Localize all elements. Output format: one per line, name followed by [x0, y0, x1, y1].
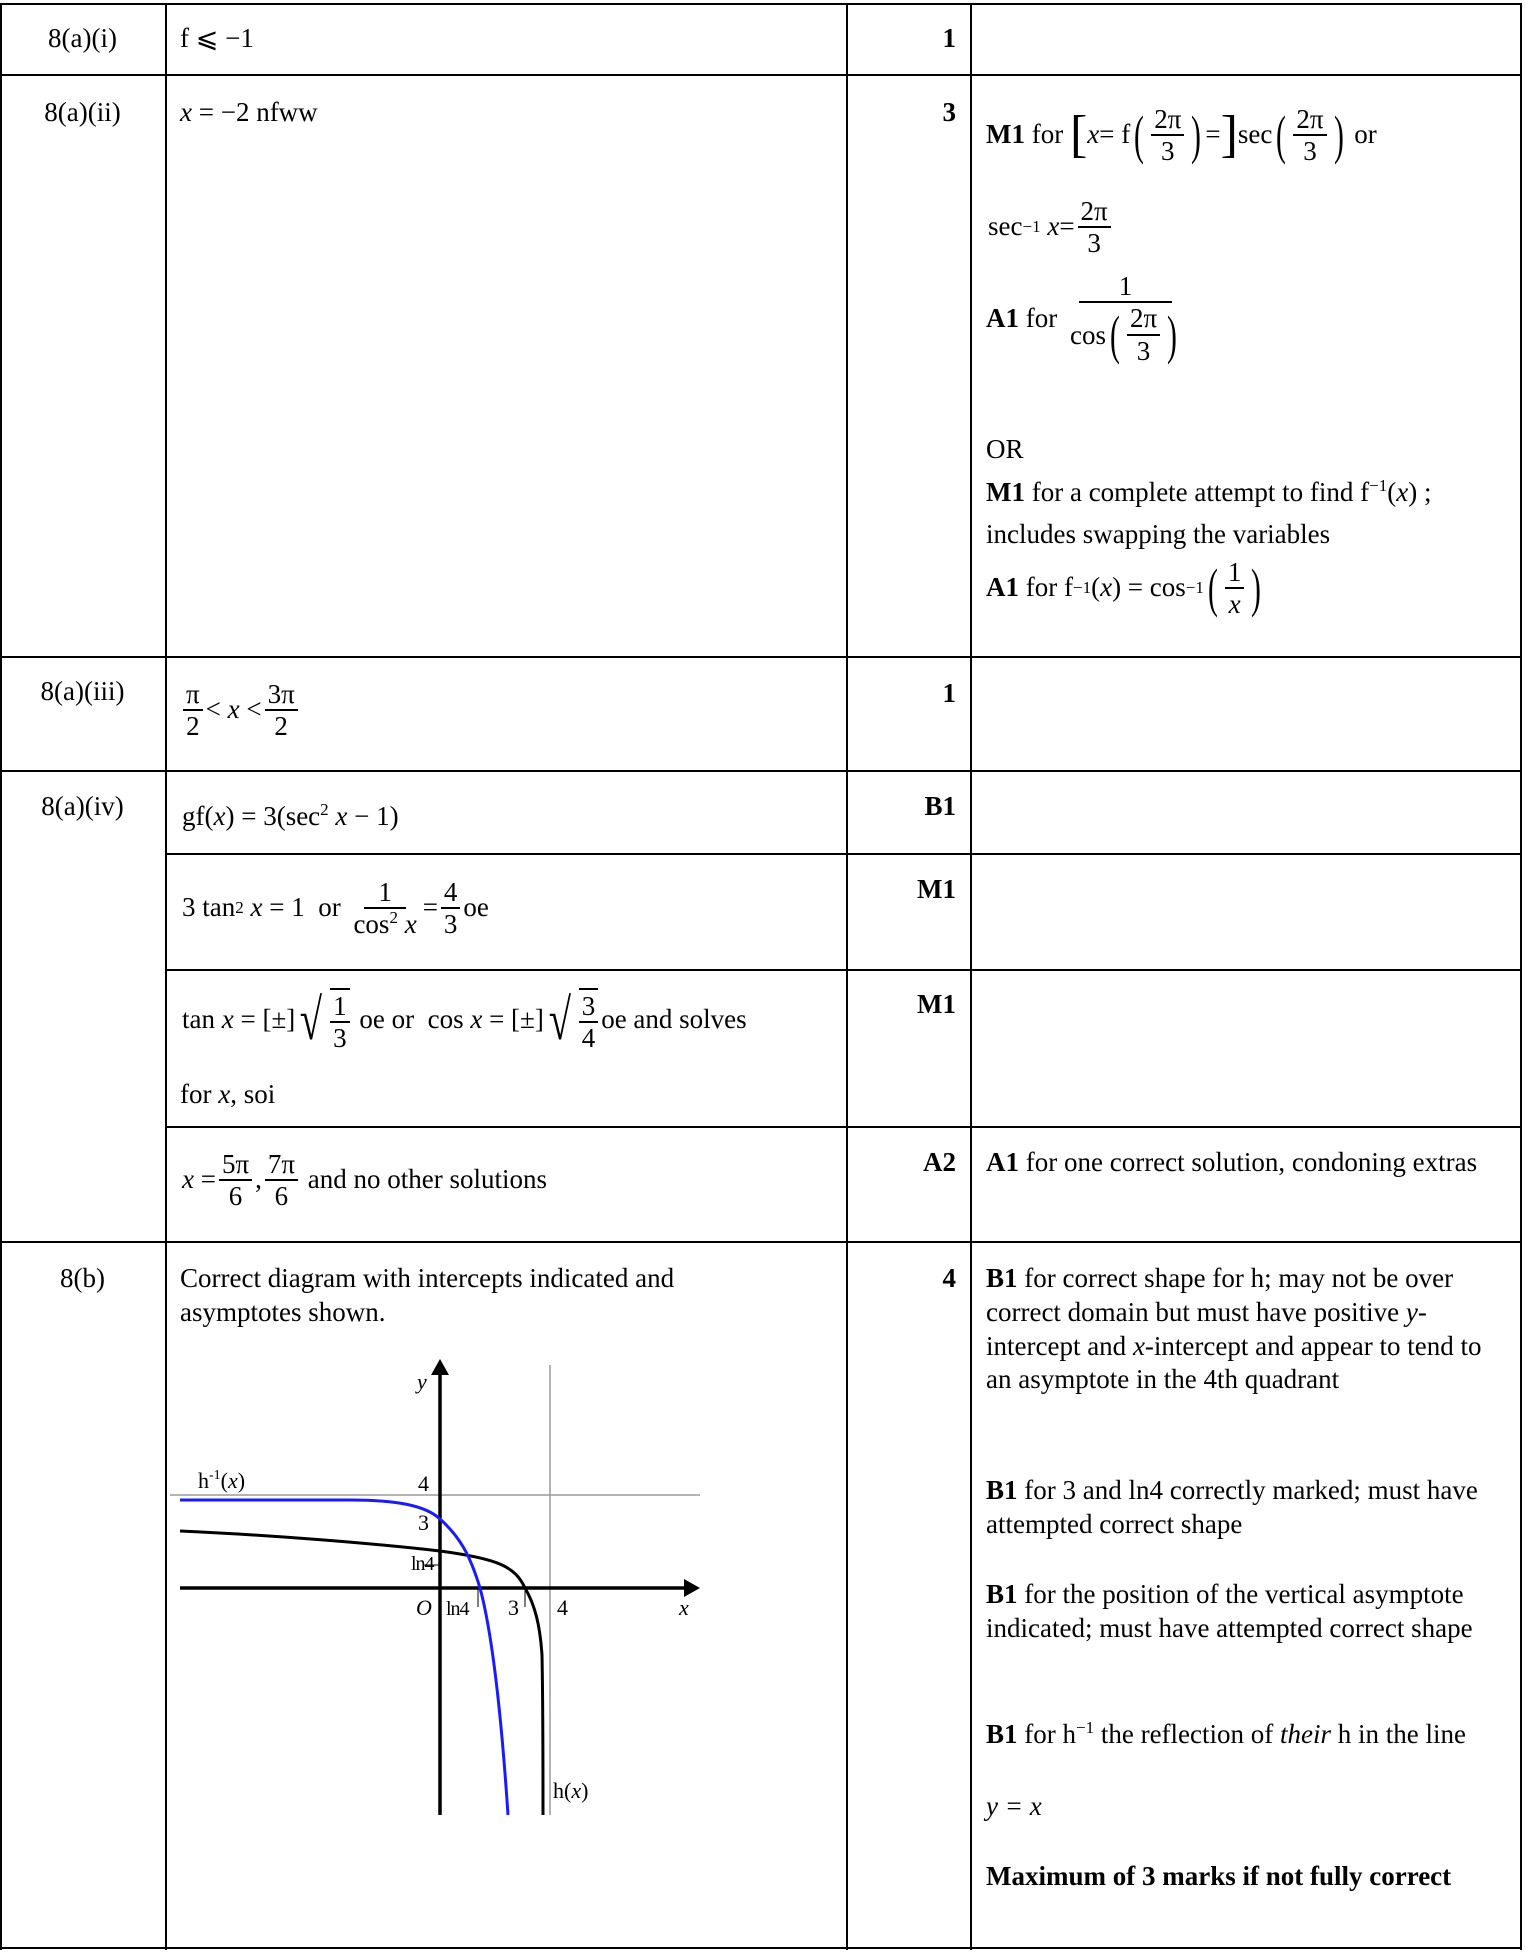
s4-n2: 7π: [265, 1150, 298, 1181]
s4-d2: 6: [274, 1181, 289, 1212]
graph-diagram: [170, 1355, 710, 1835]
col-divider-1: [165, 3, 167, 1950]
s1-x: x: [213, 801, 226, 831]
guidance-8b-4-line: y = x: [986, 1791, 1042, 1821]
s3-line2-for: for: [180, 1079, 219, 1109]
g1-y: y: [1405, 1296, 1418, 1327]
s1-rest: ) = 3(sec: [225, 801, 321, 831]
frac-den-3-b: 3: [1303, 136, 1317, 167]
guidance-m1-alt-text: for a complete attempt to find f: [1024, 477, 1370, 507]
label-x-4: 4: [557, 1595, 568, 1620]
guidance-or-alt: OR: [986, 434, 1024, 464]
g1-text-2: -intercept and: [986, 1296, 1427, 1361]
mark-8aiv-s4: A2: [923, 1147, 956, 1177]
a1-cos: cos: [1069, 319, 1106, 350]
guidance-a1-alt: A1 for f −1 ( x ) = cos −1 ( $\frac{1}{x}$ ): [986, 557, 1262, 620]
label-y-4: 4: [418, 1471, 429, 1496]
guidance-a1-alt-for: for: [1025, 572, 1058, 603]
subrow-divider-1: [165, 853, 1522, 855]
s2-cos-x: x: [404, 909, 417, 940]
s3-eq2: = [±]: [482, 1004, 544, 1035]
s2-three: 3: [443, 909, 458, 940]
s3-line2-x: x: [218, 1079, 231, 1109]
a1-inner-den: 3: [1136, 335, 1151, 366]
mark-8ai: 1: [942, 23, 956, 53]
s1-sq: 2: [320, 800, 329, 819]
iii-x: x: [227, 694, 240, 725]
paren-group-2: ( $\frac{2\pi}{3}$ ): [1276, 104, 1344, 167]
s4-end: and no other solutions: [301, 1164, 547, 1195]
s2-eq: =: [422, 892, 438, 923]
answer-f: f: [180, 23, 189, 53]
row-divider-4: [0, 1241, 1522, 1243]
g4-text-3: h in the line: [1331, 1719, 1466, 1749]
label-h-inverse-x: x: [228, 1468, 238, 1493]
guidance-sec: sec: [1237, 119, 1273, 150]
frac-num-2pi: 2π: [1151, 105, 1184, 136]
s4-n1: 5π: [219, 1150, 252, 1181]
mark-8b: 4: [942, 1263, 956, 1293]
guidance-eq-f: = f: [1099, 119, 1131, 150]
guidance-m1-line: [986, 105, 1377, 166]
g1-b: B1: [986, 1263, 1018, 1293]
g1-text-3: -intercept and appear to tend to an asymptote in the 4th quadrant: [986, 1330, 1482, 1395]
label-x-3: 3: [508, 1595, 519, 1620]
s2-cos: cos: [353, 909, 390, 940]
question-8aii: 8(a)(ii): [44, 97, 121, 127]
guidance-a1-alt-paren: (: [1091, 572, 1101, 603]
g2-text: for 3 and ln4 correctly marked; must have attempted correct shape: [986, 1475, 1478, 1539]
a1-frac-num: 1: [1079, 272, 1173, 303]
s3-x2: x: [470, 1004, 483, 1035]
question-8ai: 8(a)(i): [48, 23, 117, 53]
g4-sup: −1: [1076, 1718, 1095, 1737]
guidance-eq: =: [1205, 119, 1221, 150]
curve-h: [180, 1531, 543, 1815]
label-h-h: h(: [553, 1778, 572, 1803]
g3-text: for the position of the vertical asymptote indicated; must have attempted correct shape: [986, 1579, 1473, 1643]
answer-8aiv-s2: 3 tan 2 x = 1 or $\frac{1}{\cos^2 x}$ = $\frac{4}{3}$ oe: [182, 877, 489, 940]
table-border-top: [0, 3, 1522, 5]
g1-text-1: for correct shape for h; may not be over correct domain but must have positive: [986, 1263, 1454, 1327]
iii-lt2: <: [246, 694, 262, 725]
label-y-3: 3: [418, 1510, 429, 1535]
guidance-8b-4: [986, 1718, 1511, 1752]
a1-inner-num: 2π: [1127, 304, 1160, 335]
mark-8aiv-s2: M1: [917, 874, 956, 904]
s2-one: 1: [364, 878, 406, 909]
y-axis-arrow: [431, 1359, 449, 1375]
g2-b: B1: [986, 1475, 1018, 1505]
mark-8aiv-s3: M1: [917, 989, 956, 1019]
answer-relation: ⩽ −1: [195, 23, 254, 53]
s2-a: 3 tan: [182, 892, 236, 923]
s4-eq: =: [193, 1164, 216, 1195]
bracket-close: ]: [1220, 106, 1238, 164]
g4-their: their: [1280, 1719, 1332, 1749]
guidance-a1-alt-mid: ) = cos: [1112, 572, 1186, 603]
guidance-8aiv-s4: [986, 1146, 1506, 1180]
answer-8aii: [180, 96, 318, 130]
sec-inv-den: 3: [1087, 228, 1101, 259]
guidance-m1-alt-x: x: [1396, 477, 1409, 507]
s1-x2: x: [335, 801, 348, 831]
question-8aiv: 8(a)(iv): [41, 791, 124, 821]
label-h-close: ): [581, 1778, 589, 1803]
frac-num-2pi-b: 2π: [1293, 105, 1326, 136]
s4-comma: ,: [255, 1164, 262, 1195]
guidance-a1-alt-x: x: [1100, 572, 1113, 603]
s4-x: x: [182, 1164, 194, 1195]
label-h-x: x: [571, 1778, 582, 1803]
sec-inv-x: x: [1047, 211, 1060, 242]
answer-value: = −2 nfww: [191, 97, 318, 127]
label-h: [553, 1778, 588, 1803]
guidance-a1-label: A1: [986, 302, 1019, 333]
iii-pi: π: [183, 680, 203, 711]
row-divider-1: [0, 74, 1522, 76]
label-y: y: [417, 1369, 427, 1394]
s4-g-a1: A1: [986, 1147, 1019, 1177]
answer-8aiv-s3-line2: [180, 1078, 275, 1112]
guidance-a1-for: for: [1025, 302, 1058, 333]
s3-x: x: [221, 1004, 234, 1035]
guidance-or: or: [1354, 119, 1377, 150]
s1-gf: gf: [182, 801, 205, 831]
s2-x: x: [250, 892, 263, 923]
row-divider-2: [0, 656, 1522, 658]
s3-line2-end: , soi: [230, 1079, 276, 1109]
answer-8aiv-s3: tan x = [±] √ $\frac{1}{3}$ oe or cos x = [±] √ $\frac{3}{4}$ oe and solves: [182, 987, 747, 1054]
col-divider-2: [846, 3, 848, 1950]
answer-x: x: [180, 97, 192, 127]
label-x: x: [679, 1595, 689, 1620]
s3-eq: = [±]: [233, 1004, 296, 1035]
subrow-divider-3: [165, 1126, 1522, 1128]
guidance-x: x: [1087, 119, 1100, 150]
guidance-8b-2: [986, 1474, 1511, 1542]
guidance-a1-line: [986, 272, 1187, 365]
g4-text-1: for h: [1017, 1719, 1076, 1749]
g3-b: B1: [986, 1579, 1018, 1609]
guidance-m1-alt-line2: includes swapping the variables: [986, 519, 1331, 549]
guidance-sec-inverse: sec −1 x = $\frac{2\pi}{3}$: [988, 197, 1114, 258]
guidance-m1-alt-sup: −1: [1369, 476, 1388, 495]
s2-four: 4: [441, 878, 461, 909]
s2-b: = 1 or: [262, 892, 341, 923]
mark-8aiii: 1: [942, 678, 956, 708]
answer-8aiv-s4: [182, 1150, 547, 1211]
question-8aiii: 8(a)(iii): [40, 676, 125, 706]
iii-3pi: 3π: [265, 680, 298, 711]
bracket-open: [: [1069, 106, 1088, 164]
guidance-a1-alt-label: A1: [986, 572, 1019, 603]
label-origin: O: [416, 1595, 432, 1620]
s4-g-text: for one correct solution, condoning extras: [1019, 1147, 1478, 1177]
col-divider-3: [970, 3, 972, 1950]
s3-t4: 4: [581, 1023, 596, 1054]
guidance-8b-max: Maximum of 3 marks if not fully correct: [986, 1861, 1452, 1891]
mark-8aiv-s1: B1: [924, 791, 956, 821]
g4-b: B1: [986, 1719, 1018, 1749]
s4-d1: 6: [228, 1181, 243, 1212]
label-h-inverse: [198, 1468, 245, 1493]
a1-alt-den: x: [1228, 589, 1241, 620]
answer-8ai: [180, 22, 254, 56]
question-8b: 8(b): [60, 1263, 105, 1293]
label-h-inverse-sup: -1: [209, 1468, 221, 1483]
answer-8aiv-s1: $gf(x) = 3(\sec^2$ x − 1): [182, 800, 399, 831]
iii-two: 2: [186, 711, 200, 742]
iii-two-b: 2: [274, 711, 288, 742]
sec-inv-num: 2π: [1078, 197, 1111, 228]
s3-three: 3: [333, 1023, 347, 1054]
s3-mid: oe or cos: [352, 1004, 464, 1035]
s2-oe: oe: [463, 892, 489, 923]
s3-t3: 3: [579, 992, 599, 1023]
answer-8aiii: [180, 680, 301, 741]
mark-8aii: 3: [942, 97, 956, 127]
s3-end: oe and solves: [601, 1004, 747, 1035]
guidance-m1-label: M1: [986, 119, 1025, 150]
row-divider-3: [0, 770, 1522, 772]
sec-inv-eq: =: [1059, 211, 1075, 242]
answer-8b: Correct diagram with intercepts indicated and asymptotes shown.: [180, 1263, 675, 1327]
frac-den-3: 3: [1161, 136, 1175, 167]
g1-x: x: [1132, 1330, 1145, 1361]
label-h-inverse-h: h: [198, 1468, 209, 1493]
guidance-8b-3: [986, 1578, 1511, 1646]
s3-one: 1: [330, 992, 350, 1023]
guidance-8b-1: [986, 1262, 1511, 1397]
guidance-a1-alt-f: f: [1063, 572, 1073, 603]
label-h-inverse-open: (: [220, 1468, 228, 1493]
guidance-m1-alt-end: ) ;: [1408, 477, 1432, 507]
s2-cos-sq: 2: [389, 908, 398, 928]
iii-lt1: <: [205, 694, 221, 725]
subrow-divider-2: [165, 969, 1522, 971]
sec-inv-sec: sec: [988, 211, 1023, 242]
curve-h-inverse: [180, 1500, 508, 1815]
paren-group-1: ( $\frac{2\pi}{3}$ ): [1134, 104, 1202, 167]
table-border-right: [1520, 3, 1522, 1950]
s3-tan: tan: [182, 1004, 215, 1035]
guidance-m1-alt-label: M1: [986, 477, 1025, 507]
table-border-left: [0, 3, 2, 1950]
label-h-inverse-close: ): [237, 1468, 246, 1493]
a1-alt-num: 1: [1225, 558, 1245, 589]
label-y-ln4: ln4: [411, 1553, 434, 1575]
guidance-m1-for: for: [1031, 119, 1064, 150]
s2-den: [350, 909, 419, 938]
guidance-m1-alt: M1 for a complete attempt to find $f^{-1}(x)$ ;: [986, 476, 1432, 507]
s1-end: − 1): [347, 801, 399, 831]
table-border-bottom: [0, 1947, 1522, 1949]
g4-text-2: the reflection of: [1094, 1719, 1281, 1749]
label-x-ln4: ln4: [446, 1598, 469, 1620]
a1-frac-den: cos ( $\frac{2\pi}{3}$ ): [1069, 303, 1178, 366]
